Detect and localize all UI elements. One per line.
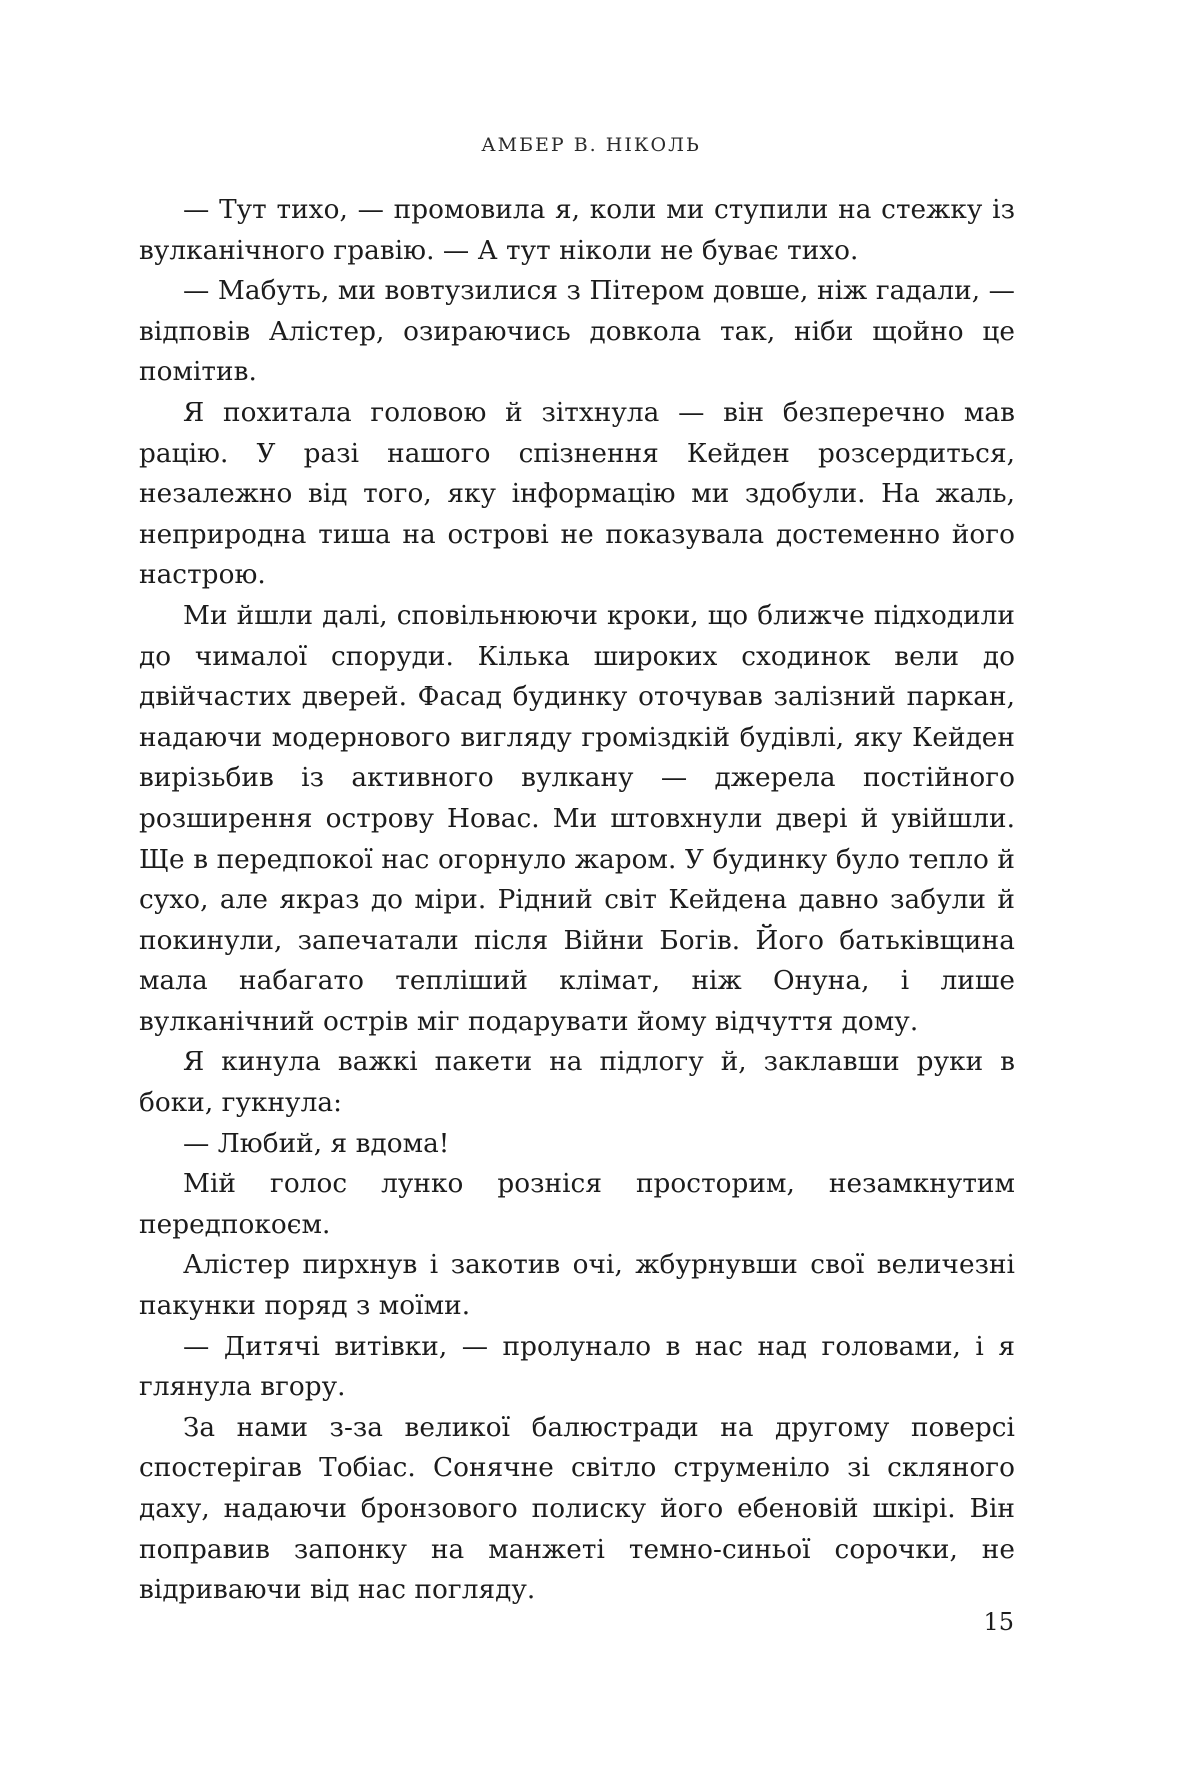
- page-number: 15: [983, 1608, 1014, 1636]
- paragraph: Я кинула важкі пакети на підлогу й, заклавши руки в боки, гукнула:: [139, 1047, 1015, 1119]
- paragraph: Я похитала головою й зітхнула — він безперечно мав рацію. У разі нашого спізнення Кейден розсердиться, незалежно від того, яку інформацію ми здобули. На жаль, неприродна тиша на острові не показувала достеменно його настрою.: [139, 397, 1015, 591]
- paragraph: Мій голос лунко розніся просторим, незамкнутим передпокоєм.: [139, 1169, 1015, 1240]
- paragraph: — Мабуть, ми вовтузилися з Пітером довше, ніж гадали, — відповів Алістер, озираючись довкола так, ніби щойно це помітив.: [139, 276, 1015, 388]
- paragraph: За нами з-за великої балюстради на другому поверсі спостерігав Тобіас. Сонячне світло струменіло зі скляного даху, надаючи бронзового полиску його ебеновій шкірі. Він поправив запонку на манжеті темно-синьої сорочки, не відриваючи від нас погляду.: [139, 1412, 1015, 1606]
- paragraph: — Тут тихо, — промовила я, коли ми ступили на стежку із вулканічного гравію. — А тут ніколи не буває тихо.: [139, 195, 1015, 266]
- paragraph: Ми йшли далі, сповільнюючи кроки, що ближче підходили до чималої споруди. Кілька широких сходинок вели до двійчастих дверей. Фасад будинку оточував залізний паркан, надаючи модернового вигляду громіздкій будівлі, яку Кейден вирізьбив із активного вулкану — джерела постійного розширення острову Новас. Ми штовхнули двері й увійшли. Ще в передпокої нас огорнуло жаром. У будинку було тепло й сухо, але якраз до міри. Рідний світ Кейдена давно забули й покинули, запечатали після Війни Богів. Його батьківщина мала набагато тепліший клімат, ніж Онуна, і лише вулканічний острів міг подарувати йому відчуття дому.: [139, 600, 1015, 1037]
- paragraph: — Любий, я вдома!: [183, 1128, 450, 1159]
- paragraph: Алістер пирхнув і закотив очі, жбурнувши свої величезні пакунки поряд з моїми.: [139, 1250, 1015, 1322]
- body-text: [139, 190, 1015, 1611]
- paragraph: — Дитячі витівки, — пролунало в нас над головами, і я глянула вгору.: [139, 1331, 1015, 1403]
- running-header: АМБЕР В. НІКОЛЬ: [481, 134, 701, 156]
